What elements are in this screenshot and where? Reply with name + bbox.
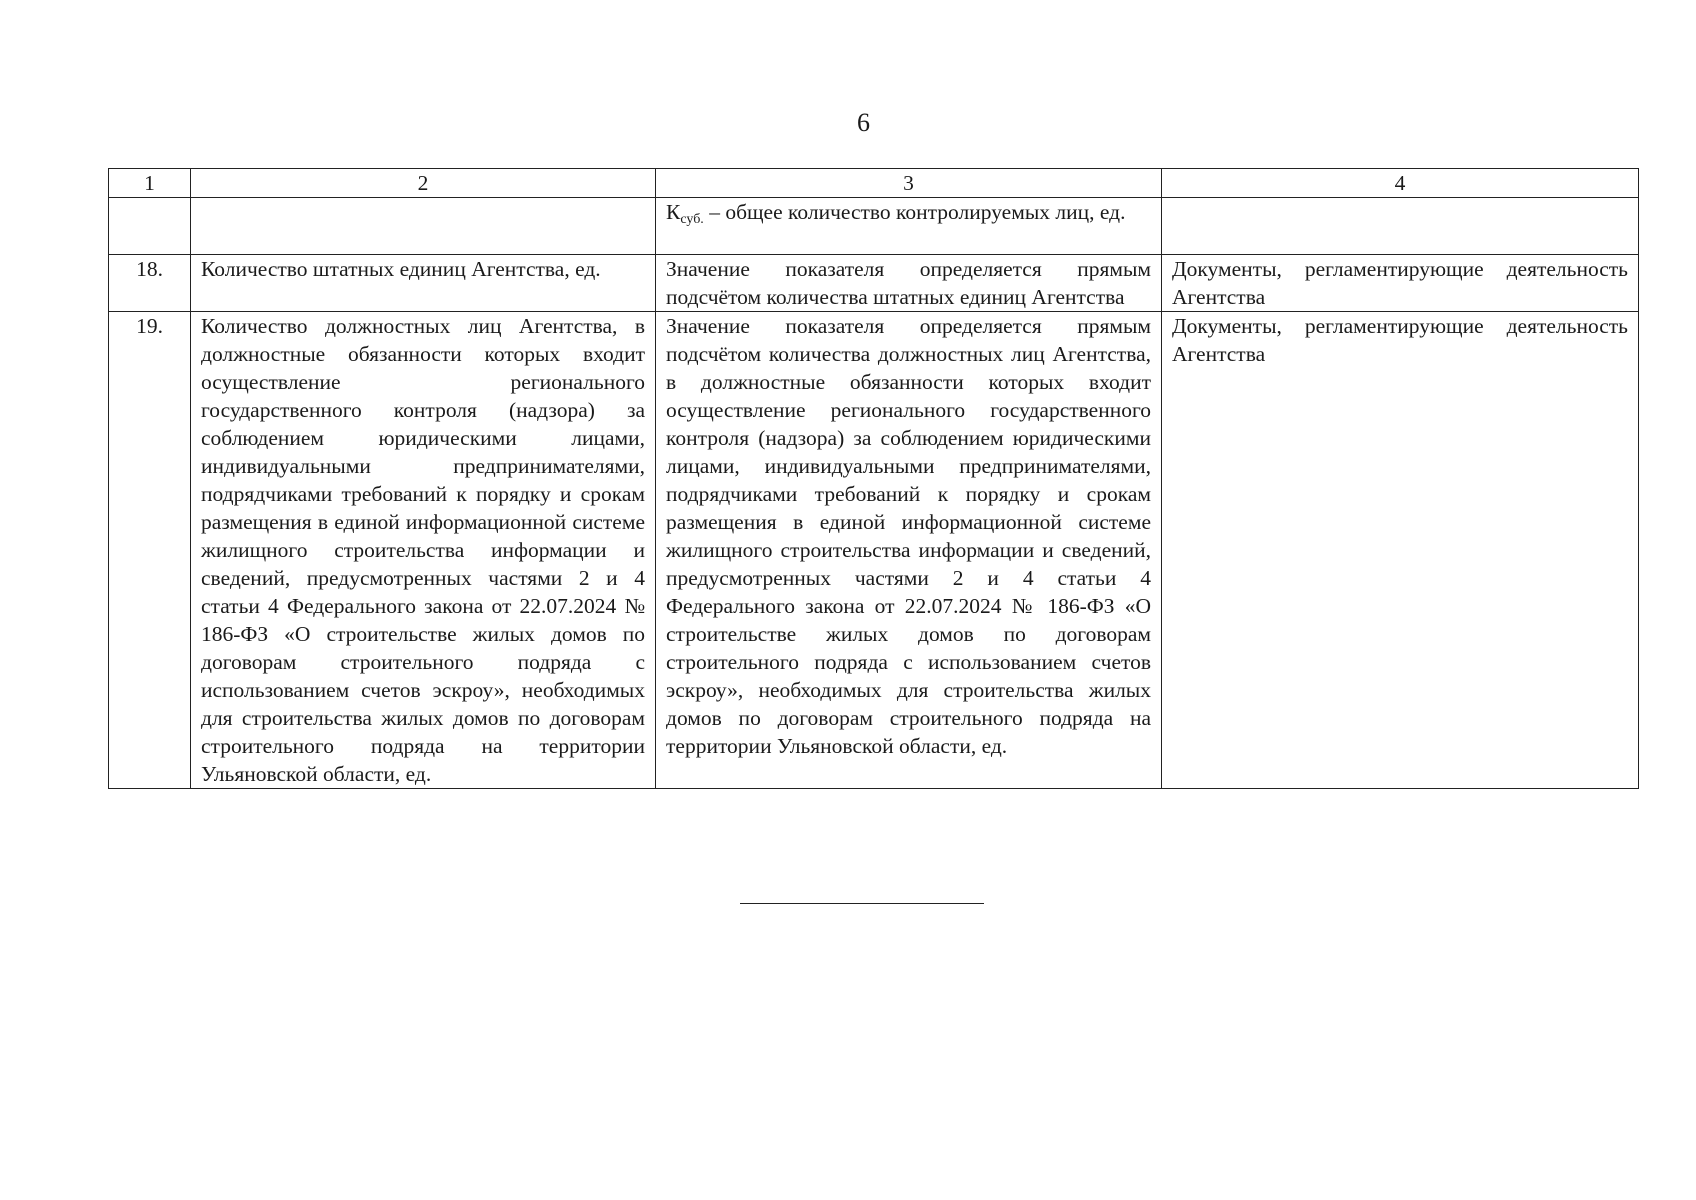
column-number-3: 3 [656,169,1162,198]
column-number-1: 1 [109,169,191,198]
continuation-cell-1 [109,198,191,255]
formula-description: – общее количество контролируемых лиц, ед. [703,200,1126,224]
table-header-row [109,169,1639,198]
indicator-name: Количество должностных лиц Агентства, в должностные обязанности которых входит осуществление регионального государственного контроля (надзора) за соблюдением юридическими лицами, индивидуальными предпринимателями, подрядчиками требований к порядку и срокам размещения в единой информационной системе жилищного строительства информации и сведений, предусмотренных частями 2 и 4 статьи 4 Федерального закона от 22.07.2024 № 186-ФЗ «О строительстве жилых домов по договорам строительного подряда с использованием счетов эскроу», необходимых для строительства жилых домов по договорам строительного подряда на территории Ульяновской области, ед. [191,312,656,789]
continuation-cell-3 [656,198,1162,255]
formula-subscript: суб. [680,212,704,227]
closing-rule [740,903,984,904]
column-number-4: 4 [1162,169,1639,198]
indicator-name: Количество штатных единиц Агентства, ед. [191,255,656,312]
continuation-cell-2 [191,198,656,255]
page-number: 6 [857,108,870,137]
continuation-cell-4 [1162,198,1639,255]
formula-symbol: К [666,200,681,224]
indicators-table [108,168,1639,789]
calculation-method: Значение показателя определяется прямым подсчётом количества должностных лиц Агентства, в должностные обязанности которых входит осуществление регионального государственного контроля (надзора) за соблюдением юридическими лицами, индивидуальными предпринимателями, подрядчиками требований к порядку и срокам размещения в единой информационной системе жилищного строительства информации и сведений, предусмотренных частями 2 и 4 статьи 4 Федерального закона от 22.07.2024 № 186-ФЗ «О строительстве жилых домов по договорам строительного подряда с использованием счетов эскроу», необходимых для строительства жилых домов по договорам строительного подряда на территории Ульяновской области, ед. [656,312,1162,789]
row-number: 18. [109,255,191,312]
data-source: Документы, регламентирующие деятельность Агентства [1162,312,1639,789]
table-row [109,255,1639,312]
table-row-continuation [109,198,1639,255]
calculation-method: Значение показателя определяется прямым подсчётом количества штатных единиц Агентства [656,255,1162,312]
data-source: Документы, регламентирующие деятельность Агентства [1162,255,1639,312]
row-number: 19. [109,312,191,789]
table-row [109,312,1639,789]
column-number-2: 2 [191,169,656,198]
